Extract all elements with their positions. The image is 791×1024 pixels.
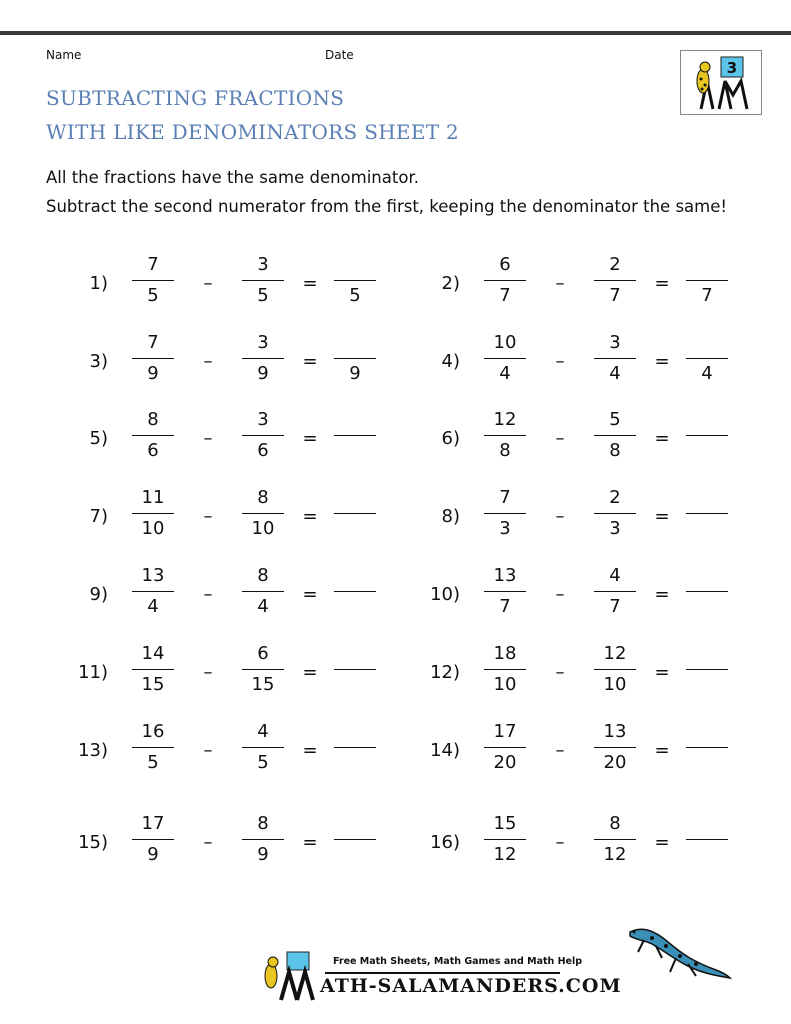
first-denominator: 8 (499, 440, 511, 461)
second-fraction (594, 408, 636, 463)
first-denominator: 10 (141, 518, 165, 539)
footer-url: ATH-SALAMANDERS.COM (320, 975, 622, 997)
fraction-bar (132, 591, 174, 592)
problem-number: 13) (78, 740, 108, 761)
answer-bar (334, 669, 376, 670)
answer-numerator-blank[interactable] (686, 486, 728, 510)
first-numerator: 16 (141, 721, 165, 742)
problem-number: 2) (441, 273, 460, 294)
second-numerator: 13 (603, 721, 627, 742)
problem-number: 16) (430, 832, 460, 853)
first-numerator: 10 (493, 332, 517, 353)
fraction-bar (132, 358, 174, 359)
fraction-bar (242, 358, 284, 359)
minus-sign: – (203, 428, 213, 449)
second-numerator: 4 (609, 565, 621, 586)
answer-denominator (686, 595, 728, 619)
answer-denominator (686, 439, 728, 463)
instructions-line1: All the fractions have the same denominator. (46, 168, 419, 187)
first-fraction (132, 564, 174, 619)
first-fraction (484, 564, 526, 619)
first-denominator: 15 (141, 674, 165, 695)
equals-sign: = (302, 832, 318, 853)
minus-sign: – (555, 428, 565, 449)
problem-number: 1) (89, 273, 108, 294)
answer-blank[interactable] (334, 486, 376, 541)
problem-number: 9) (89, 584, 108, 605)
answer-bar (334, 435, 376, 436)
answer-denominator: 9 (349, 363, 361, 384)
equals-sign: = (654, 428, 670, 449)
first-numerator: 13 (141, 565, 165, 586)
second-numerator: 4 (257, 721, 269, 742)
fraction-bar (594, 513, 636, 514)
minus-sign: – (555, 740, 565, 761)
second-denominator: 7 (609, 596, 621, 617)
first-numerator: 17 (493, 721, 517, 742)
second-fraction (594, 720, 636, 775)
answer-denominator (334, 673, 376, 697)
minus-sign: – (203, 351, 213, 372)
second-numerator: 8 (257, 487, 269, 508)
second-fraction (594, 564, 636, 619)
fraction-bar (484, 747, 526, 748)
second-fraction (594, 253, 636, 308)
second-numerator: 3 (257, 254, 269, 275)
first-numerator: 14 (141, 643, 165, 664)
answer-blank[interactable] (334, 253, 376, 308)
first-fraction (132, 486, 174, 541)
fraction-bar (132, 280, 174, 281)
first-numerator: 18 (493, 643, 517, 664)
first-denominator: 7 (499, 285, 511, 306)
answer-blank[interactable] (334, 812, 376, 867)
first-fraction (484, 486, 526, 541)
equals-sign: = (302, 506, 318, 527)
answer-numerator-blank[interactable] (686, 408, 728, 432)
first-fraction (132, 331, 174, 386)
second-fraction (594, 331, 636, 386)
first-fraction (484, 331, 526, 386)
grade-logo (680, 50, 762, 115)
first-numerator: 11 (141, 487, 165, 508)
fraction-bar (132, 435, 174, 436)
answer-numerator-blank[interactable] (334, 486, 376, 510)
second-denominator: 9 (257, 363, 269, 384)
answer-blank[interactable] (686, 564, 728, 619)
equals-sign: = (302, 351, 318, 372)
answer-numerator-blank[interactable] (334, 408, 376, 432)
second-fraction (242, 408, 284, 463)
answer-denominator: 5 (349, 285, 361, 306)
fraction-bar (594, 747, 636, 748)
answer-numerator-blank[interactable] (686, 564, 728, 588)
equals-sign: = (654, 832, 670, 853)
equals-sign: = (302, 428, 318, 449)
second-numerator: 3 (257, 409, 269, 430)
answer-denominator (686, 751, 728, 775)
problem-number: 5) (89, 428, 108, 449)
first-denominator: 9 (147, 363, 159, 384)
problem-number: 8) (441, 506, 460, 527)
equals-sign: = (654, 273, 670, 294)
answer-numerator-blank[interactable] (686, 812, 728, 836)
equals-sign: = (654, 662, 670, 683)
problem-number: 4) (441, 351, 460, 372)
second-numerator: 3 (609, 332, 621, 353)
equals-sign: = (654, 740, 670, 761)
answer-numerator-blank[interactable] (686, 253, 728, 277)
answer-denominator (334, 517, 376, 541)
fraction-bar (484, 435, 526, 436)
second-denominator: 4 (257, 596, 269, 617)
answer-blank[interactable] (334, 642, 376, 697)
first-denominator: 4 (499, 363, 511, 384)
answer-bar (686, 747, 728, 748)
problem-number: 10) (430, 584, 460, 605)
second-denominator: 6 (257, 440, 269, 461)
worksheet-title-line1: SUBTRACTING FRACTIONS (46, 86, 345, 110)
minus-sign: – (555, 273, 565, 294)
first-fraction (132, 812, 174, 867)
fraction-bar (484, 839, 526, 840)
answer-bar (686, 669, 728, 670)
fraction-bar (594, 669, 636, 670)
second-numerator: 8 (257, 565, 269, 586)
answer-blank[interactable] (334, 408, 376, 463)
fraction-bar (242, 435, 284, 436)
worksheet-title-line2: WITH LIKE DENOMINATORS SHEET 2 (46, 120, 460, 144)
answer-denominator: 7 (701, 285, 713, 306)
minus-sign: – (203, 273, 213, 294)
logo-badge-text: 3 (726, 59, 738, 77)
fraction-bar (242, 747, 284, 748)
equals-sign: = (654, 584, 670, 605)
second-fraction (242, 564, 284, 619)
first-denominator: 9 (147, 844, 159, 865)
first-fraction (132, 408, 174, 463)
fraction-bar (132, 747, 174, 748)
first-fraction (132, 253, 174, 308)
answer-blank[interactable] (686, 720, 728, 775)
minus-sign: – (203, 506, 213, 527)
problem-number: 7) (89, 506, 108, 527)
first-numerator: 8 (147, 409, 159, 430)
fraction-bar (242, 839, 284, 840)
fraction-bar (594, 591, 636, 592)
first-denominator: 10 (493, 674, 517, 695)
fraction-bar (484, 358, 526, 359)
first-denominator: 6 (147, 440, 159, 461)
problem-number: 11) (78, 662, 108, 683)
second-denominator: 5 (257, 752, 269, 773)
fraction-bar (132, 669, 174, 670)
second-numerator: 3 (257, 332, 269, 353)
footer-logo-icon (257, 950, 322, 1002)
second-denominator: 4 (609, 363, 621, 384)
first-denominator: 3 (499, 518, 511, 539)
answer-bar (334, 513, 376, 514)
second-denominator: 5 (257, 285, 269, 306)
second-numerator: 2 (609, 487, 621, 508)
fraction-bar (594, 435, 636, 436)
equals-sign: = (302, 584, 318, 605)
second-fraction (242, 642, 284, 697)
fraction-bar (242, 669, 284, 670)
answer-numerator-blank[interactable] (334, 720, 376, 744)
second-fraction (594, 642, 636, 697)
first-denominator: 7 (499, 596, 511, 617)
fraction-bar (594, 358, 636, 359)
second-numerator: 12 (603, 643, 627, 664)
minus-sign: – (555, 662, 565, 683)
fraction-bar (484, 513, 526, 514)
equals-sign: = (654, 351, 670, 372)
fraction-bar (594, 839, 636, 840)
first-denominator: 20 (493, 752, 517, 773)
fraction-bar (484, 280, 526, 281)
second-denominator: 7 (609, 285, 621, 306)
minus-sign: – (203, 662, 213, 683)
fraction-bar (132, 839, 174, 840)
minus-sign: – (555, 351, 565, 372)
first-denominator: 12 (493, 844, 517, 865)
second-denominator: 15 (251, 674, 275, 695)
second-numerator: 6 (257, 643, 269, 664)
second-numerator: 5 (609, 409, 621, 430)
equals-sign: = (302, 273, 318, 294)
answer-numerator-blank[interactable] (334, 564, 376, 588)
answer-bar (686, 591, 728, 592)
second-denominator: 12 (603, 844, 627, 865)
equals-sign: = (302, 662, 318, 683)
answer-numerator-blank[interactable] (334, 812, 376, 836)
fraction-bar (242, 280, 284, 281)
second-numerator: 8 (609, 813, 621, 834)
first-fraction (484, 408, 526, 463)
second-denominator: 9 (257, 844, 269, 865)
second-numerator: 8 (257, 813, 269, 834)
fraction-bar (484, 591, 526, 592)
first-denominator: 5 (147, 752, 159, 773)
fraction-bar (594, 280, 636, 281)
answer-denominator (334, 439, 376, 463)
first-fraction (484, 642, 526, 697)
answer-numerator-blank[interactable] (334, 331, 376, 355)
second-fraction (242, 812, 284, 867)
answer-blank[interactable] (686, 486, 728, 541)
answer-denominator: 4 (701, 363, 713, 384)
answer-bar (334, 280, 376, 281)
instructions-line2: Subtract the second numerator from the first, keeping the denominator the same! (46, 197, 727, 216)
minus-sign: – (203, 584, 213, 605)
second-denominator: 3 (609, 518, 621, 539)
first-fraction (132, 720, 174, 775)
first-numerator: 17 (141, 813, 165, 834)
second-denominator: 20 (603, 752, 627, 773)
answer-numerator-blank[interactable] (334, 642, 376, 666)
second-fraction (242, 720, 284, 775)
second-fraction (242, 331, 284, 386)
answer-denominator (334, 751, 376, 775)
top-rule (0, 31, 791, 35)
second-fraction (242, 486, 284, 541)
answer-bar (686, 513, 728, 514)
answer-bar (334, 839, 376, 840)
answer-blank[interactable] (334, 720, 376, 775)
answer-denominator (686, 517, 728, 541)
answer-blank[interactable] (686, 331, 728, 386)
answer-bar (686, 358, 728, 359)
fraction-bar (132, 513, 174, 514)
problem-number: 14) (430, 740, 460, 761)
first-numerator: 7 (147, 332, 159, 353)
equals-sign: = (654, 506, 670, 527)
answer-blank[interactable] (686, 253, 728, 308)
second-fraction (594, 812, 636, 867)
answer-blank[interactable] (686, 642, 728, 697)
problem-number: 3) (89, 351, 108, 372)
answer-numerator-blank[interactable] (686, 331, 728, 355)
answer-bar (334, 358, 376, 359)
answer-numerator-blank[interactable] (686, 642, 728, 666)
equals-sign: = (302, 740, 318, 761)
first-numerator: 13 (493, 565, 517, 586)
second-denominator: 8 (609, 440, 621, 461)
first-fraction (484, 720, 526, 775)
minus-sign: – (203, 740, 213, 761)
fraction-bar (242, 591, 284, 592)
answer-numerator-blank[interactable] (334, 253, 376, 277)
first-numerator: 12 (493, 409, 517, 430)
salamander-icon (622, 918, 732, 986)
footer-rule (325, 972, 560, 974)
minus-sign: – (555, 584, 565, 605)
problem-number: 12) (430, 662, 460, 683)
name-label: Name (46, 48, 82, 62)
answer-blank[interactable] (686, 408, 728, 463)
first-fraction (132, 642, 174, 697)
answer-denominator (686, 843, 728, 867)
second-denominator: 10 (603, 674, 627, 695)
first-numerator: 7 (147, 254, 159, 275)
answer-blank[interactable] (334, 331, 376, 386)
fraction-bar (242, 513, 284, 514)
first-numerator: 15 (493, 813, 517, 834)
first-numerator: 7 (499, 487, 511, 508)
answer-blank[interactable] (686, 812, 728, 867)
answer-bar (686, 839, 728, 840)
minus-sign: – (555, 832, 565, 853)
minus-sign: – (203, 832, 213, 853)
fraction-bar (484, 669, 526, 670)
second-fraction (242, 253, 284, 308)
answer-bar (334, 747, 376, 748)
second-denominator: 10 (251, 518, 275, 539)
answer-denominator (334, 595, 376, 619)
answer-denominator (686, 673, 728, 697)
salamander-logo-icon (681, 51, 761, 114)
date-label: Date (325, 48, 354, 62)
answer-bar (334, 591, 376, 592)
first-numerator: 6 (499, 254, 511, 275)
first-denominator: 4 (147, 596, 159, 617)
footer-tagline: Free Math Sheets, Math Games and Math Help (333, 956, 583, 967)
answer-denominator (334, 843, 376, 867)
second-fraction (594, 486, 636, 541)
minus-sign: – (555, 506, 565, 527)
answer-blank[interactable] (334, 564, 376, 619)
second-numerator: 2 (609, 254, 621, 275)
first-denominator: 5 (147, 285, 159, 306)
first-fraction (484, 812, 526, 867)
problem-number: 15) (78, 832, 108, 853)
answer-numerator-blank[interactable] (686, 720, 728, 744)
answer-bar (686, 435, 728, 436)
answer-bar (686, 280, 728, 281)
first-fraction (484, 253, 526, 308)
problem-number: 6) (441, 428, 460, 449)
